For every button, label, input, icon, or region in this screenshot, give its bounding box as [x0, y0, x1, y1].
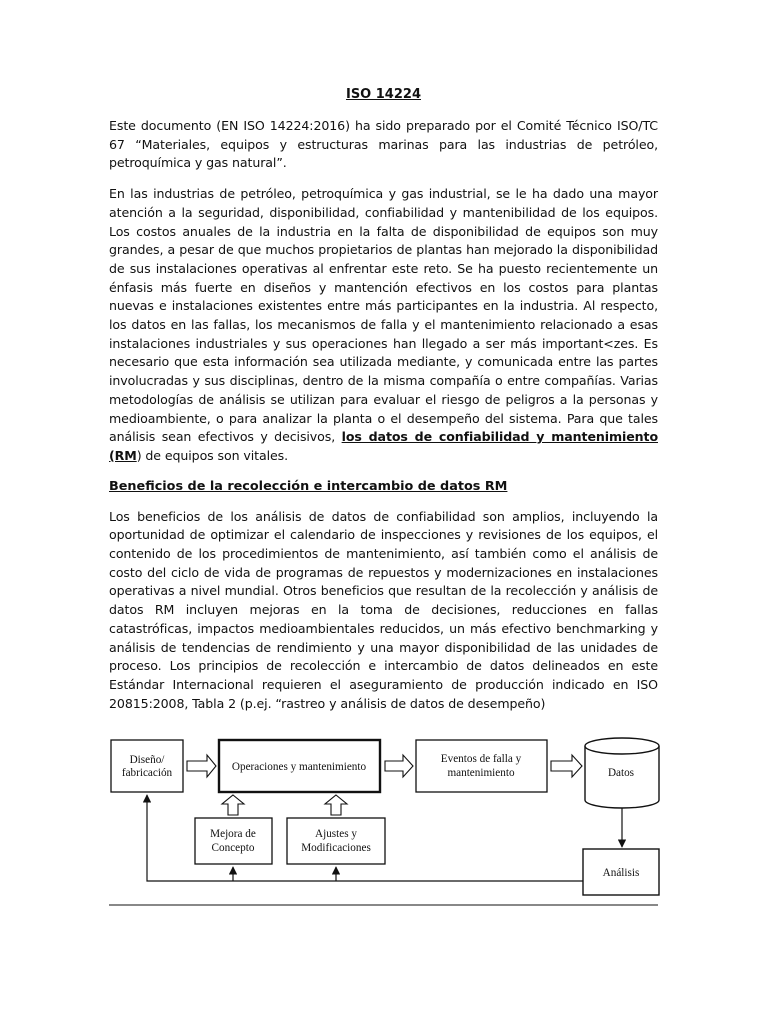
- data-cylinder: [585, 738, 659, 808]
- rm-data-emphasis: los datos de confiabilidad y mantenimiento (RM: [109, 429, 658, 463]
- arrow-events-to-data: [551, 755, 582, 777]
- adjustments-box: [287, 818, 385, 864]
- adjust-label-1: Ajustes y: [315, 828, 357, 840]
- concept-label-1: Mejora de: [210, 828, 256, 840]
- data-label: Datos: [607, 767, 635, 779]
- arrow-operations-to-events: [385, 755, 413, 777]
- concept-label-2: Concepto: [211, 842, 255, 854]
- paragraph-intro: Este documento (EN ISO 14224:2016) ha sido preparado por el Comité Técnico ISO/TC 67 “Materiales, equipos y estructuras marinas para las industrias de petróleo, petroquímica y gas natural”.: [109, 118, 658, 171]
- events-label-2: mantenimiento: [447, 767, 515, 779]
- events-box: [416, 740, 547, 792]
- section-heading: Beneficios de la recolección e intercambio de datos RM: [109, 478, 508, 494]
- analysis-label: Análisis: [602, 867, 640, 879]
- operations-label: Operaciones y mantenimiento: [231, 761, 367, 773]
- concept-box: [195, 818, 272, 864]
- design-box: [111, 740, 183, 792]
- analysis-box: [583, 849, 659, 895]
- events-label-1: Eventos de falla y: [440, 753, 522, 765]
- design-label-2: fabricación: [121, 767, 173, 779]
- adjust-label-2: Modificaciones: [301, 842, 371, 854]
- paragraph-context-text: En las industrias de petróleo, petroquímica y gas industrial, se le ha dado una mayor atención a la seguridad, disponibilidad, confiabilidad y mantenibilidad de los equipos. Los costos anuales de la industria en la falta de disponibilidad de equipos son muy grandes, a pesar de que muchos propietarios de plantas han mejorado la disponibilidad de sus instalaciones operativas al enfrentar este reto. Se ha puesto recientemente un énfasis más fuerte en diseños y mantención efectivos en los costos para plantas nuevas e instalaciones existentes entre más participantes en la industria. Al respecto, los datos en las fallas, los mecanismos de falla y el mantenimiento relacionado a esas instalaciones industriales y sus operaciones han llegado a ser más important<zes. Es necesario que esta información sea utilizada mediante, y comunicada entre las partes involucradas y sus disciplinas, dentro de la misma compañía o entre compañías. Varias metodologías de análisis se utilizan para evaluar el riesgo de peligros a la personas y medioambiente, o para analizar la planta o el desempeño del sistema. Para que tales análisis sean efectivos y decisivos,: [109, 186, 658, 445]
- document-title: ISO 14224: [345, 87, 421, 102]
- flow-arrows-vertical: [222, 795, 347, 815]
- paragraph-benefits: Los beneficios de los análisis de datos de confiabilidad son amplios, incluyendo la oportunidad de optimizar el calendario de inspecciones y revisiones de los equipos, el contenido de los procedimientos de mantenimiento, así también como el análisis de costo del ciclo de vida de programas de repuestos y modernizaciones en instalaciones operativas a nivel mundial. Otros beneficios que resultan de la recolección y análisis de datos RM incluyen mejoras en la toma de decisiones, reducciones en fallas catastróficas, impactos medioambientales reducidos, un más efectivo benchmarking y análisis de tendencias de rendimiento y una mayor disponibilidad de las unidades de proceso. Los principios de recolección e intercambio de datos delineados en este Estándar Internacional requieren el aseguramiento de producción indicado en ISO 20815:2008, Tabla 2 (p.ej. “rastreo y análisis de datos de desempeño): [109, 508, 658, 711]
- arrow-concept-to-operations: [222, 795, 244, 815]
- paragraph-context-end: ) de equipos son vitales.: [136, 447, 289, 463]
- arrow-design-to-operations: [187, 755, 216, 777]
- operations-box: [219, 740, 380, 792]
- design-label-1: Diseño/: [129, 754, 165, 766]
- arrow-adjust-to-operations: [325, 795, 347, 815]
